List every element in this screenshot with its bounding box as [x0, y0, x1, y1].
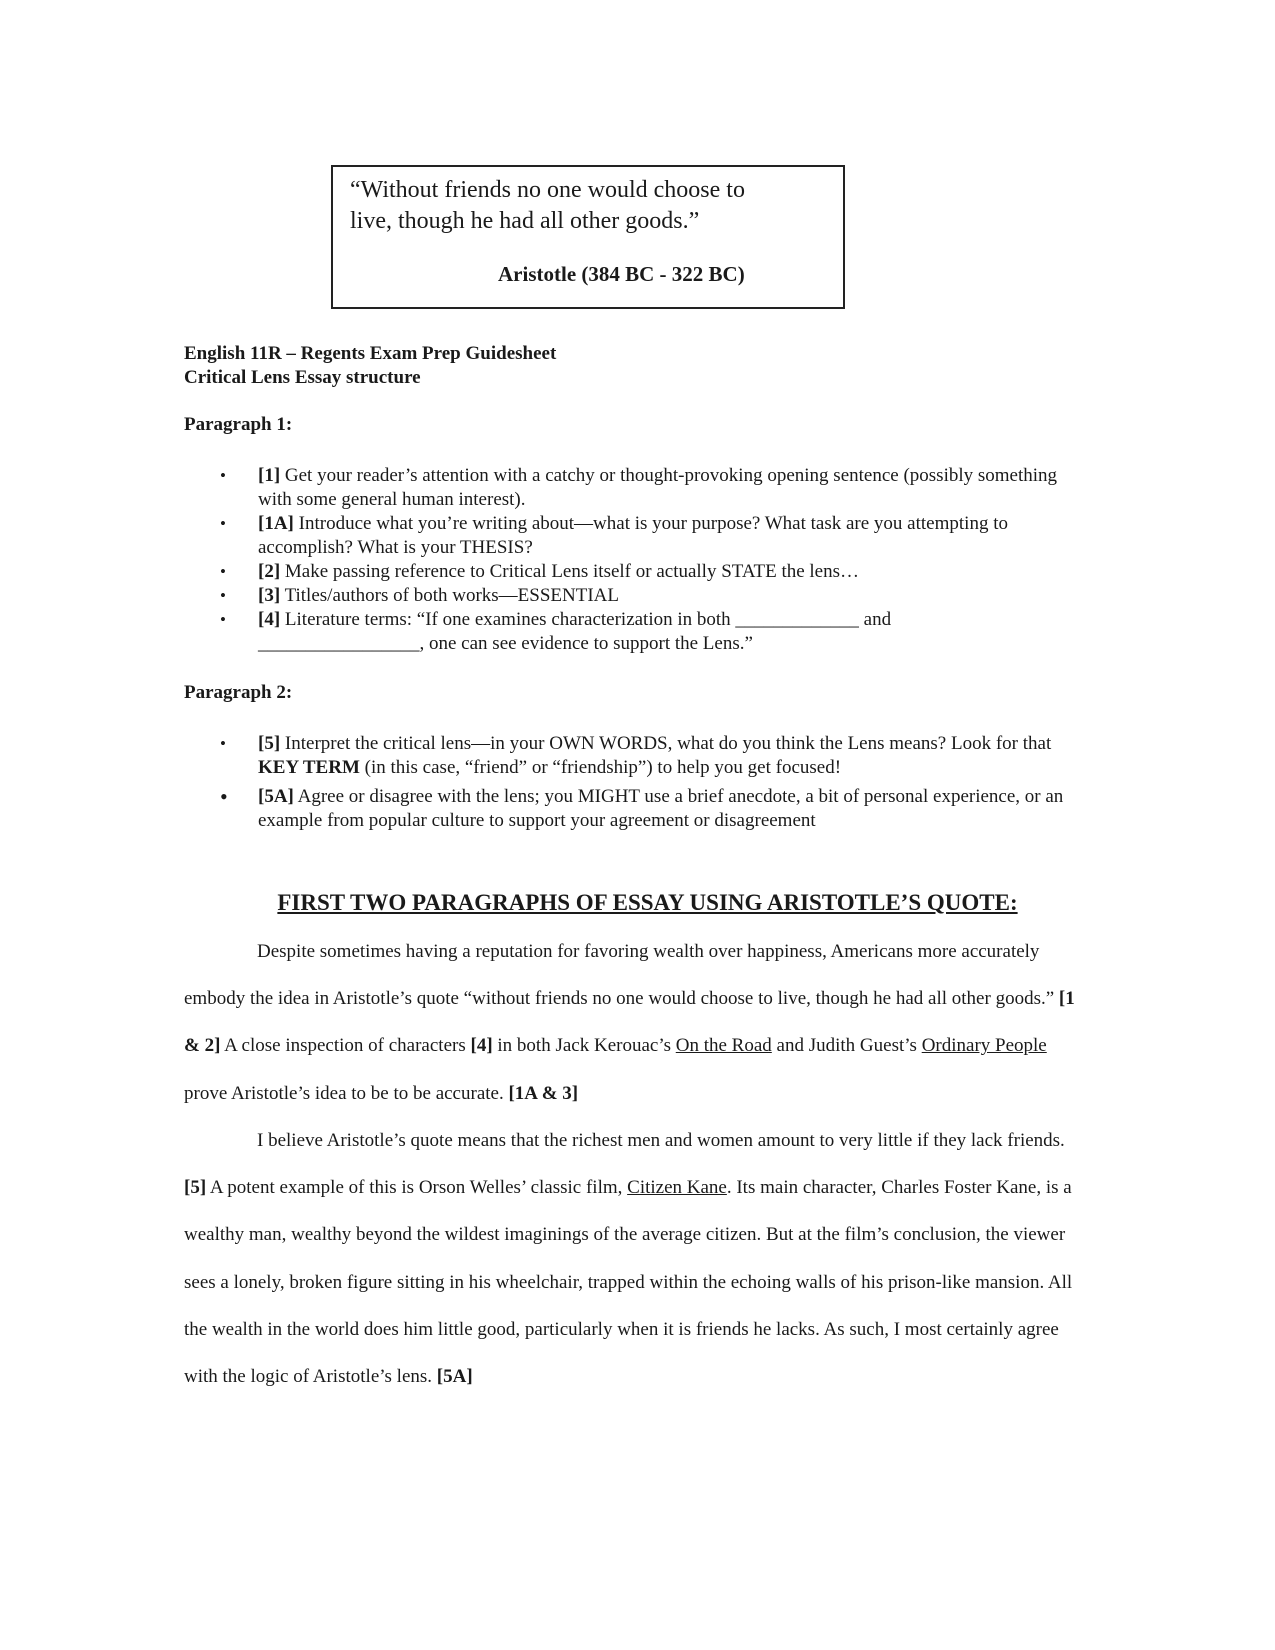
essay-text: and Judith Guest’s	[771, 1035, 922, 1057]
item-text: Introduce what you’re writing about—what is your purpose? What task are you attempting to accomplish? What is your THESIS?	[258, 513, 1008, 558]
essay-marker: [4]	[470, 1035, 493, 1057]
list-item	[220, 584, 1070, 608]
section-title	[0, 890, 1275, 916]
item-tag: [2]	[258, 561, 281, 582]
item-text-continued: (in this case, “friend” or “friendship”) to help you get focused!	[359, 757, 842, 778]
list-item	[220, 608, 1070, 656]
work-title: Citizen Kane	[627, 1177, 727, 1199]
bullet-icon: •	[220, 784, 228, 809]
essay-paragraph-1	[184, 928, 1084, 1117]
essay-marker: [1A & 3]	[508, 1082, 579, 1104]
essay-marker: [5]	[184, 1177, 207, 1199]
quote-line-2: live, though he had all other goods.”	[350, 208, 700, 234]
quote-author: Aristotle (384 BC - 322 BC)	[498, 262, 745, 286]
item-text: Literature terms: “If one examines characterization in both _____________ and	[280, 609, 892, 630]
item-text: Get your reader’s attention with a catchy or thought-provoking opening sentence (possibly something with some general human interest).	[258, 465, 1058, 510]
item-text: Agree or disagree with the lens; you MIGHT use a brief anecdote, a bit of personal experience, or an example from popular culture to support your agreement or disagreement	[258, 786, 1064, 831]
item-tag: [1]	[258, 465, 281, 486]
essay-paragraph-2	[184, 1117, 1084, 1400]
list-item	[220, 464, 1070, 512]
essay-text: in both Jack Kerouac’s	[492, 1035, 676, 1057]
essay-text: . Its main character, Charles Foster Kane, is a wealthy man, wealthy beyond the wildest imaginings of the average citizen. But at the film’s conclusion, the viewer sees a lonely, broken figure sitting in his wheelchair, trapped within the echoing walls of his prison-like mansion. All the wealth in the world does him little good, particularly when it is friends he lacks. As such, I most certainly agree with the logic of Aristotle’s lens.	[184, 1177, 1073, 1388]
item-text-continued: _________________, one can see evidence to support the Lens.”	[258, 633, 753, 654]
item-tag: [5A]	[258, 786, 294, 807]
header-subtitle: Critical Lens Essay structure	[184, 367, 421, 388]
essay-marker: [1 & 2]	[184, 988, 1075, 1057]
paragraph-2-heading: Paragraph 2:	[184, 682, 293, 703]
document-header	[184, 342, 556, 390]
list-item	[220, 560, 1070, 584]
quote-text	[350, 175, 830, 237]
bullet-icon: •	[220, 466, 226, 485]
item-tag: [1A]	[258, 513, 294, 534]
essay-text: A potent example of this is Orson Welles’ classic film,	[206, 1177, 628, 1199]
key-term: KEY TERM	[258, 757, 360, 778]
item-tag: [4]	[258, 609, 281, 630]
bullet-icon: •	[220, 586, 226, 605]
header-title: English 11R – Regents Exam Prep Guidesheet	[184, 343, 557, 364]
paragraph-1-heading: Paragraph 1:	[184, 414, 293, 435]
item-text: Interpret the critical lens—in your OWN WORDS, what do you think the Lens means? Look for that	[280, 733, 1052, 754]
item-tag: [5]	[258, 733, 281, 754]
bullet-icon: •	[220, 514, 226, 533]
list-item	[220, 785, 1070, 833]
essay-text: I believe Aristotle’s quote means that the richest men and women amount to very little if they lack friends.	[257, 1130, 1065, 1151]
essay-text: A close inspection of characters	[220, 1035, 471, 1057]
list-item	[220, 512, 1070, 560]
bullet-icon: •	[220, 610, 226, 629]
bullet-icon: •	[220, 562, 226, 581]
essay-text: prove Aristotle’s idea to be to be accurate.	[184, 1082, 509, 1104]
work-title: Ordinary People	[921, 1035, 1047, 1057]
essay-text: Despite sometimes having a reputation for favoring wealth over happiness, Americans more accurately embody the idea in Aristotle’s quote “without friends no one would choose to live, though he had all other goods.”	[184, 941, 1059, 1010]
work-title: On the Road	[675, 1035, 772, 1057]
item-text: Titles/authors of both works—ESSENTIAL	[280, 585, 620, 606]
item-tag: [3]	[258, 585, 281, 606]
section-title-text: FIRST TWO PARAGRAPHS OF ESSAY USING ARISTOTLE’S QUOTE:	[277, 890, 1018, 915]
bullet-icon: •	[220, 734, 226, 753]
essay-marker: [5A]	[436, 1366, 473, 1388]
quote-line-1: “Without friends no one would choose to	[350, 177, 745, 203]
paragraph-2-bullets	[220, 732, 1070, 833]
paragraph-1-bullets	[220, 464, 1070, 656]
list-item	[220, 732, 1070, 780]
quote-box	[331, 165, 845, 309]
item-text: Make passing reference to Critical Lens itself or actually STATE the lens…	[280, 561, 860, 582]
